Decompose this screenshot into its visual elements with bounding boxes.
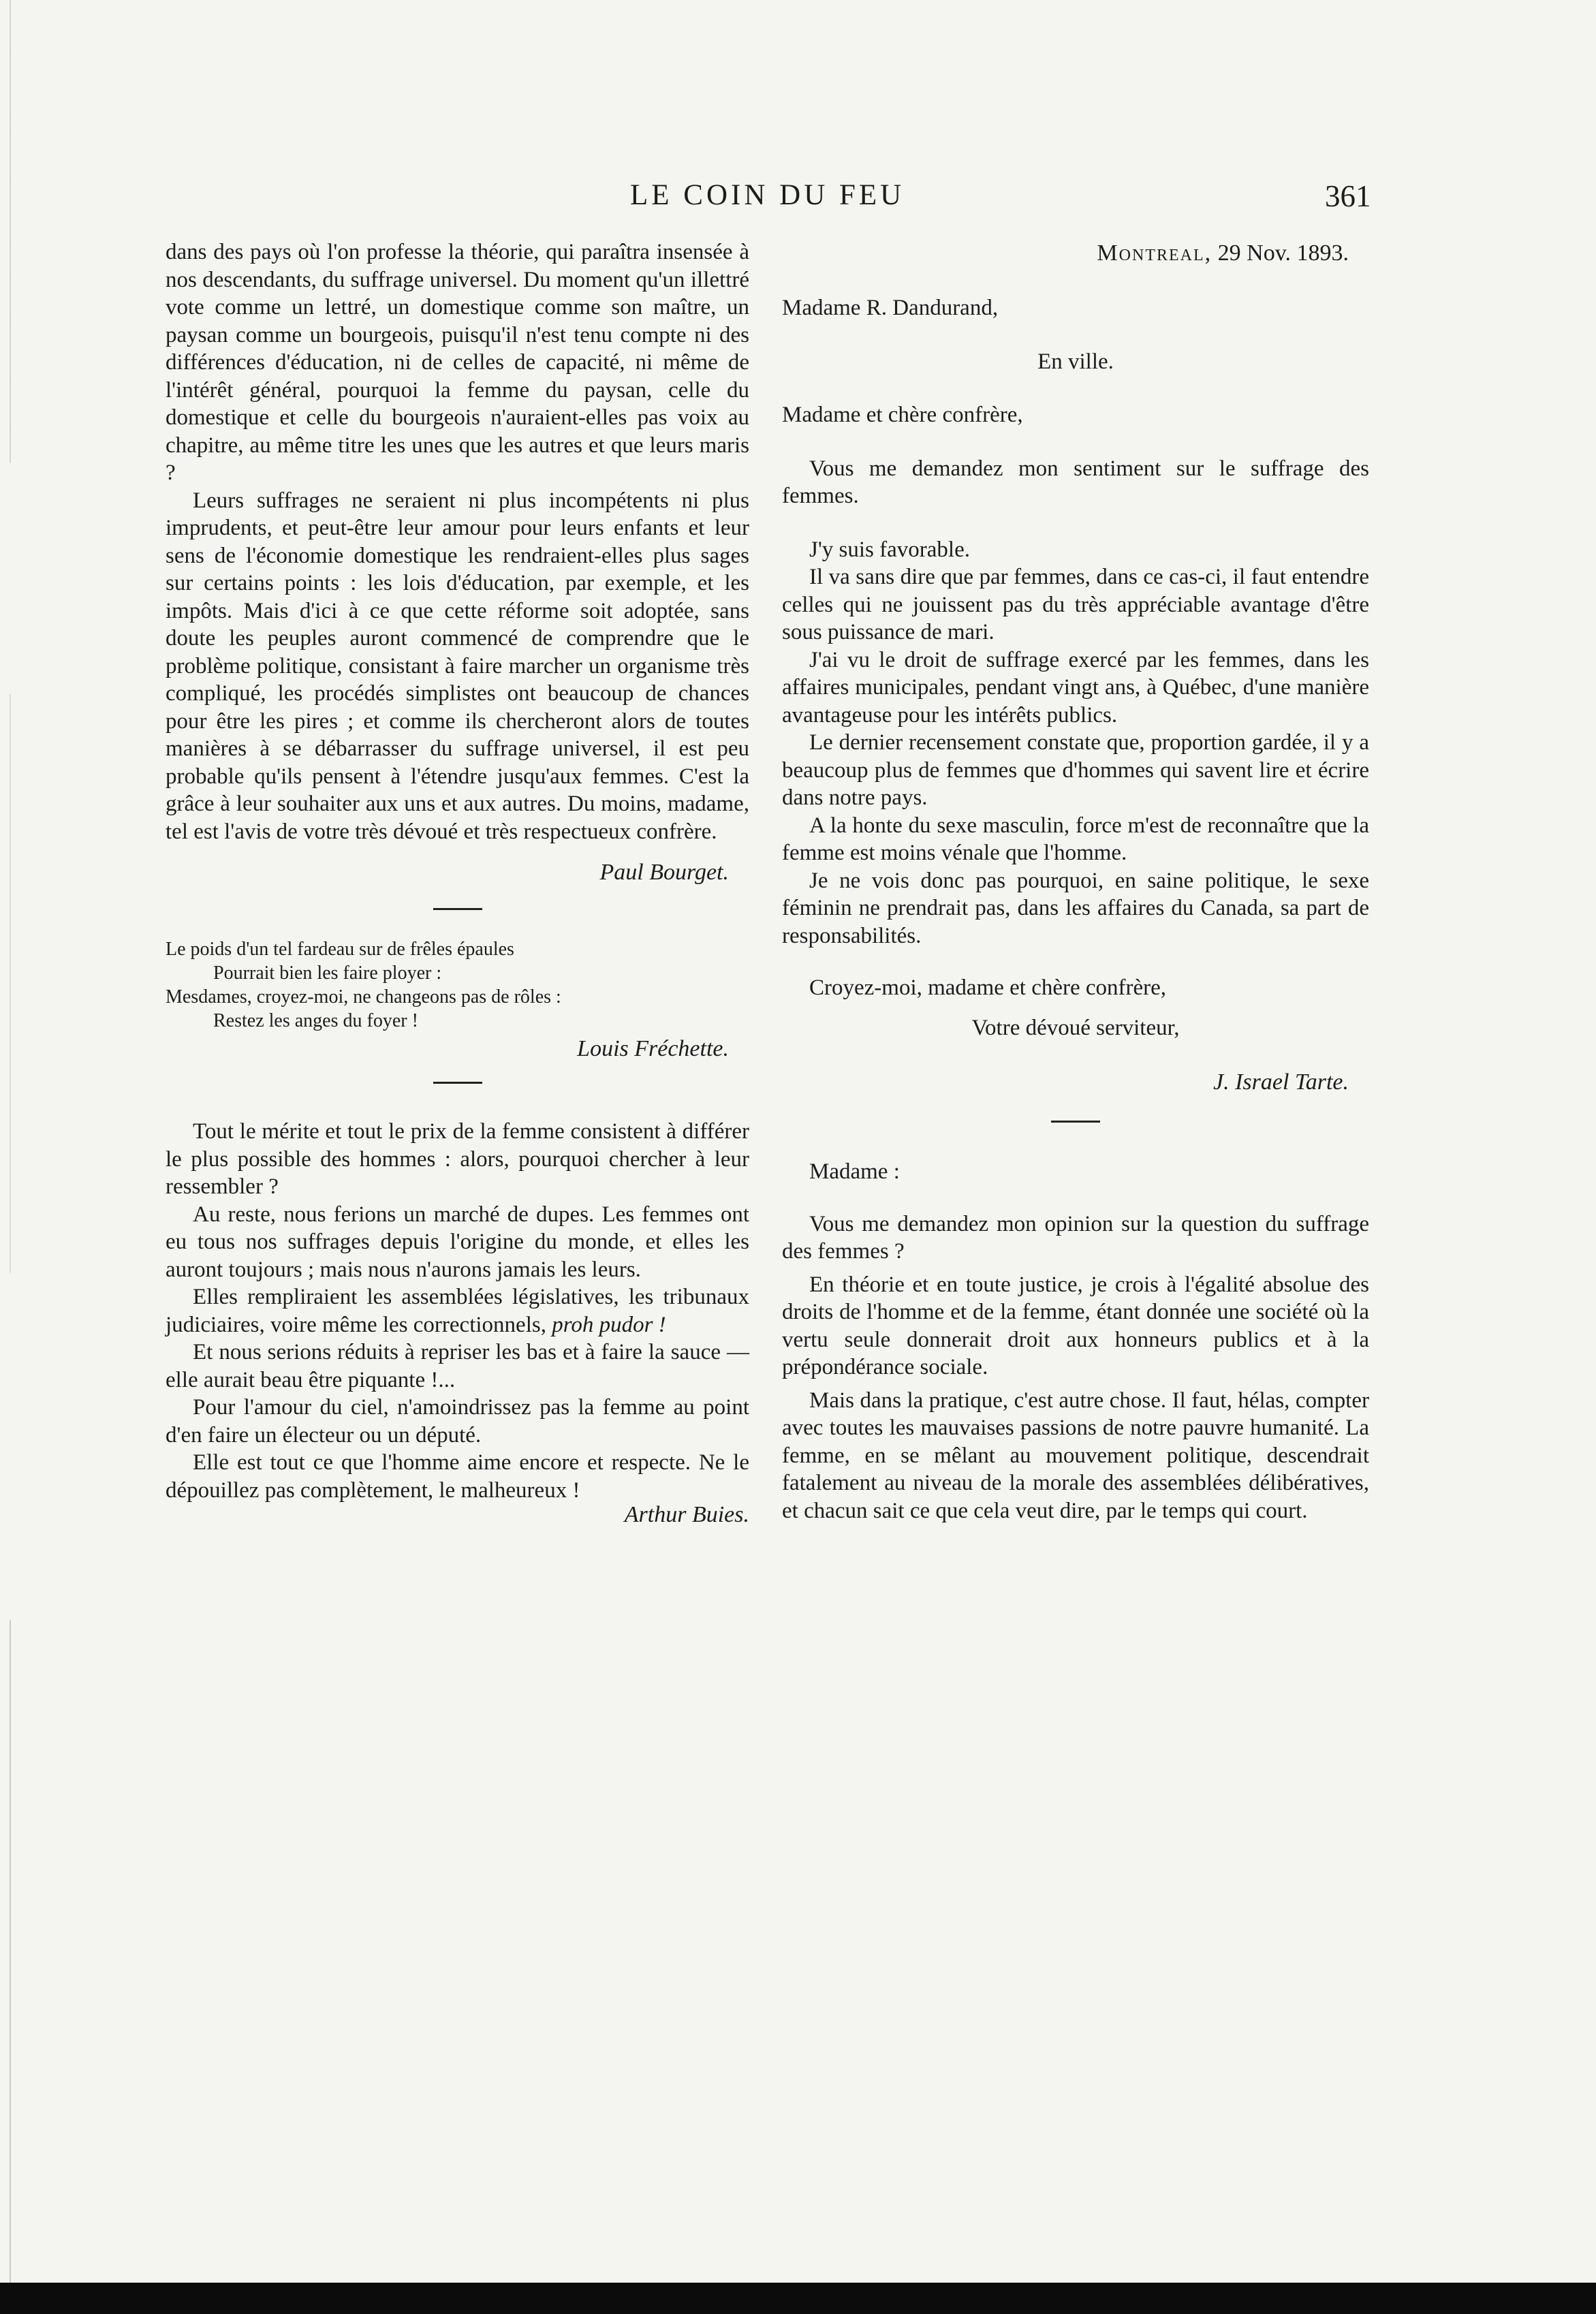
buies-paragraph: Au reste, nous ferions un marché de dupes. Les femmes ont eu tous nos suffrages depuis l'origine du monde, et elles les auront toujours ; mais nous n'aurons jamais les leurs. (166, 1202, 749, 1282)
frechette-signature: Louis Fréchette. (577, 1036, 729, 1061)
second-paragraph: Mais dans la pratique, c'est autre chose. Il faut, hélas, compter avec toutes les mauvaises passions de notre pauvre humanité. La femme, en se mêlant au mouvement politique, descendrait fatalement au niveau de la morale des assemblées délibératives, et chacun sait ce que cela veut dire, par le temps qui court. (782, 1388, 1369, 1523)
frechette-poem (166, 937, 749, 1033)
bourget-paragraph: Leurs suffrages ne seraient ni plus incompétents ni plus imprudents, et peut-être leur amour pour leurs enfants et leur sens de l'économie domestique les rendraient-elles plus sages sur certains points : les lois d'éducation, par exemple, et les impôts. Mais d'ici à ce que cette réforme soit adoptée, sans doute les peuples auront commencé de comprendre que le problème politique, consistant à faire marcher un organisme très compliqué, les procédés simplistes ont beaucoup de chances pour être les pires ; et comme ils chercheront alors de toutes manières à se débarrasser du suffrage universel, il est peu probable qu'ils pensent à l'étendre jusqu'aux femmes. C'est la grâce à leur souhaiter aux uns et aux autres. Du moins, madame, tel est l'avis de votre très dévoué et très respectueux confrère. (166, 488, 749, 844)
poem-line: Restez les anges du foyer ! (213, 1010, 418, 1031)
dateline-date: 29 Nov. 1893. (1217, 240, 1349, 266)
poem-line: Pourrait bien les faire ployer : (213, 963, 442, 984)
running-title: LE COIN DU FEU (630, 179, 905, 211)
poem-line: Le poids d'un tel fardeau sur de frêles épaules (166, 939, 514, 960)
latin-phrase: proh pudor ! (552, 1312, 666, 1337)
tarte-paragraph: J'y suis favorable. (809, 537, 970, 562)
location: En ville. (1037, 349, 1114, 374)
buies-paragraph: Et nous serions réduits à repriser les bas et à faire la sauce — elle aurait beau être piquante !... (166, 1340, 749, 1392)
closing: Croyez-moi, madame et chère confrère, (809, 975, 1167, 1000)
tarte-paragraph: Vous me demandez mon sentiment sur le suffrage des femmes. (782, 456, 1369, 508)
second-salutation: Madame : (809, 1159, 900, 1184)
buies-paragraph: Tout le mérite et tout le prix de la femme consistent à différer le plus possible des hommes : alors, pourquoi chercher à leur ressembler ? (166, 1119, 749, 1199)
tarte-signature: J. Israel Tarte. (1213, 1069, 1349, 1095)
bourget-signature: Paul Bourget. (599, 860, 729, 885)
section-divider (433, 1082, 482, 1084)
tarte-paragraph: A la honte du sexe masculin, force m'est de reconnaître que la femme est moins vénale que l'homme. (782, 813, 1369, 865)
page-number: 361 (1325, 179, 1371, 213)
section-divider (433, 908, 482, 910)
tarte-paragraph: Le dernier recensement constate que, proportion gardée, il y a beaucoup plus de femmes que d'hommes qui savent lire et écrire dans notre pays. (782, 730, 1369, 810)
buies-paragraph: Pour l'amour du ciel, n'amoindrissez pas la femme au point d'en faire un électeur ou un député. (166, 1395, 749, 1448)
second-paragraph: En théorie et en toute justice, je crois à l'égalité absolue des droits de l'homme et de la femme, étant donnée une société où la vertu seule donnerait droit aux honneurs publics et à la prépondérance sociale. (782, 1272, 1369, 1379)
right-column (782, 238, 1369, 1525)
salutation: Madame et chère confrère, (782, 403, 1023, 427)
recipient: Madame R. Dandurand, (782, 296, 999, 320)
section-divider (1051, 1121, 1100, 1123)
scan-bottom-edge (0, 2283, 1596, 2314)
buies-paragraph: Elle est tout ce que l'homme aime encore et respecte. Ne le dépouillez pas complètement, le malheureux ! (166, 1450, 749, 1503)
closing-2: Votre dévoué serviteur, (971, 1015, 1180, 1040)
tarte-paragraph: J'ai vu le droit de suffrage exercé par les femmes, dans les affaires municipales, pendant vingt ans, à Québec, d'une manière avantageuse pour les intérêts publics. (782, 647, 1369, 728)
left-column (166, 238, 749, 1530)
page-header (0, 178, 1596, 219)
second-paragraph: Vous me demandez mon opinion sur la question du suffrage des femmes ? (782, 1211, 1369, 1264)
dateline-city: Montreal, (1097, 240, 1212, 266)
tarte-paragraph: Il va sans dire que par femmes, dans ce cas-ci, il faut entendre celles qui ne jouissent pas du très appréciable avantage d'être sous puissance de mari. (782, 565, 1369, 644)
scan-edge (10, 0, 11, 2314)
dateline (782, 238, 1369, 268)
buies-paragraph-text: Elles rempliraient les assemblées législatives, les tribunaux judiciaires, voire même les correctionnels, (166, 1285, 749, 1337)
poem-line: Mesdames, croyez-moi, ne changeons pas de rôles : (166, 986, 561, 1007)
buies-signature: Arthur Buies. (624, 1502, 749, 1527)
buies-paragraph-latin (166, 1283, 749, 1339)
buies-text (166, 1118, 749, 1504)
bourget-paragraph: dans des pays où l'on professe la théorie, qui paraîtra insensée à nos descendants, du suffrage universel. Du moment qu'un illettré vote comme un lettré, un domestique comme son maître, un paysan comme un bourgeois, puisqu'il n'est tenu compte ni des différences d'éducation, ni de celles de capacité, ni même de l'intérêt général, pourquoi la femme du paysan, celle du domestique et celle du bourgeois n'auraient-elles pas voix au chapitre, au même titre les unes que les autres et que leurs maris ? (166, 240, 749, 485)
tarte-paragraph: Je ne vois donc pas pourquoi, en saine politique, le sexe féminin ne prendrait pas, dans les affaires du Canada, sa part de responsabilités. (782, 868, 1369, 948)
